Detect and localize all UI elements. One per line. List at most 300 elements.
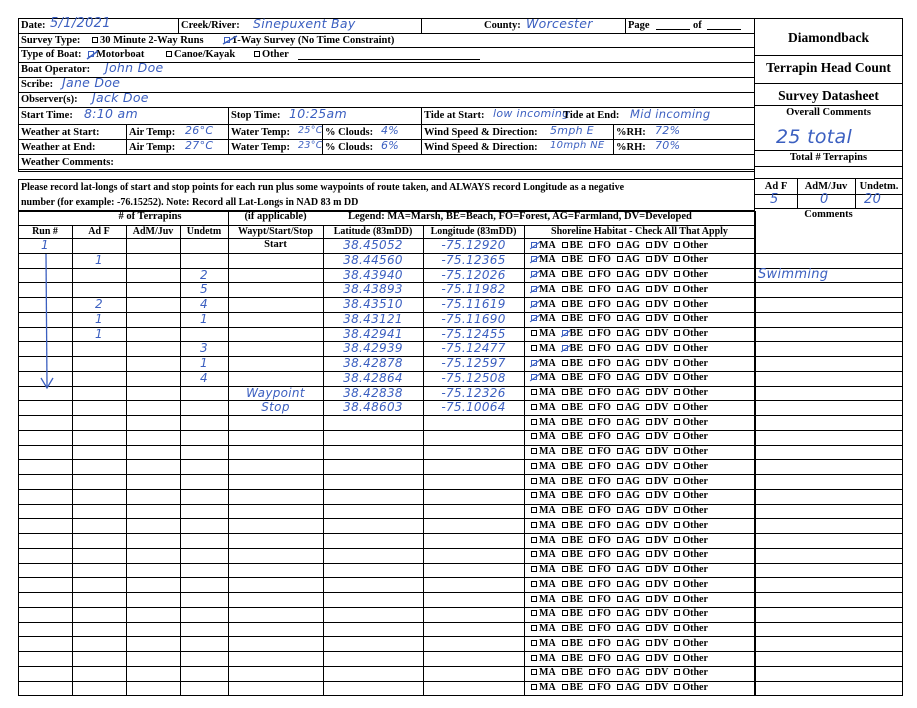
latitude-cell[interactable]: 38.43940: [343, 267, 403, 282]
habitat-option-ag[interactable]: [617, 579, 640, 591]
habitat-option-label: FO: [597, 578, 611, 590]
undetm-count-cell[interactable]: 4: [200, 297, 208, 311]
water-temp-end-field[interactable]: 23°C: [298, 140, 323, 151]
habitat-option-ag[interactable]: [617, 638, 640, 650]
habitat-option-be[interactable]: [562, 299, 583, 311]
wind-end-field[interactable]: 10mph NE: [550, 140, 605, 151]
habitat-option-label: BE: [569, 372, 584, 384]
habitat-option-other[interactable]: [674, 682, 708, 694]
habitat-option-ma[interactable]: [531, 358, 556, 370]
longitude-cell[interactable]: -75.11619: [441, 297, 506, 311]
habitat-option-other[interactable]: [674, 638, 708, 650]
habitat-option-other[interactable]: [674, 417, 708, 429]
habitat-option-label: AG: [624, 313, 640, 325]
habitat-option-fo[interactable]: [589, 653, 611, 665]
habitat-option-be[interactable]: [562, 372, 583, 384]
habitat-option-ma[interactable]: [531, 579, 556, 591]
habitat-option-other[interactable]: [674, 343, 708, 355]
habitat-option-ma[interactable]: [531, 549, 556, 561]
habitat-option-label: AG: [624, 608, 640, 620]
observer-field[interactable]: Jack Doe: [92, 90, 149, 105]
tide-end-field[interactable]: Mid incoming: [630, 107, 711, 121]
habitat-option-other[interactable]: [674, 372, 708, 384]
latitude-cell[interactable]: 38.48603: [343, 400, 403, 415]
habitat-option-ma[interactable]: [531, 461, 556, 473]
habitat-option-ma[interactable]: [531, 269, 556, 281]
habitat-option-label: Other: [682, 269, 708, 280]
habitat-option-other[interactable]: [674, 387, 708, 399]
latitude-cell[interactable]: 38.42939: [343, 341, 403, 356]
tide-start-label: Tide at Start:: [424, 110, 485, 121]
habitat-option-ag[interactable]: [617, 417, 640, 429]
habitat-option-ma[interactable]: [531, 402, 556, 414]
habitat-option-ma[interactable]: [531, 476, 556, 488]
habitat-option-other[interactable]: [674, 594, 708, 606]
habitat-option-fo[interactable]: [589, 608, 611, 620]
habitat-option-ag[interactable]: [617, 667, 640, 679]
habitat-option-dv[interactable]: [646, 535, 668, 547]
habitat-option-label: MA: [539, 652, 556, 664]
habitat-option-other[interactable]: [674, 667, 708, 679]
habitat-option-fo[interactable]: [589, 402, 611, 414]
habitat-option-be[interactable]: [562, 328, 583, 340]
habitat-option-fo[interactable]: [589, 446, 611, 458]
habitat-option-be[interactable]: [562, 387, 583, 399]
habitat-option-ma[interactable]: [531, 490, 556, 502]
habitat-option-be[interactable]: [562, 653, 583, 665]
habitat-option-ag[interactable]: [617, 682, 640, 694]
habitat-option-be[interactable]: [562, 579, 583, 591]
waypoint-cell[interactable]: Stop: [261, 400, 290, 415]
habitat-option-ag[interactable]: [617, 343, 640, 355]
habitat-checkbox-group: [527, 358, 753, 370]
habitat-option-label: AG: [624, 372, 640, 384]
habitat-option-fo[interactable]: [589, 269, 611, 281]
longitude-cell[interactable]: -75.12365: [441, 252, 506, 267]
habitat-option-ma[interactable]: [531, 299, 556, 311]
habitat-option-dv[interactable]: [646, 594, 668, 606]
habitat-option-fo[interactable]: [589, 490, 611, 502]
habitat-option-be[interactable]: [562, 667, 583, 679]
longitude-cell[interactable]: -75.12326: [441, 385, 506, 400]
habitat-option-label: BE: [569, 254, 584, 266]
habitat-option-ma[interactable]: [531, 446, 556, 458]
habitat-option-fo[interactable]: [589, 461, 611, 473]
undetm-count-cell[interactable]: 5: [200, 282, 208, 297]
habitat-option-fo[interactable]: [589, 328, 611, 340]
habitat-option-dv[interactable]: [646, 254, 668, 266]
habitat-option-ag[interactable]: [617, 269, 640, 281]
habitat-option-be[interactable]: [562, 549, 583, 561]
habitat-option-other[interactable]: [674, 505, 708, 517]
latitude-cell[interactable]: 38.43121: [343, 311, 403, 326]
habitat-option-fo[interactable]: [589, 505, 611, 517]
habitat-option-be[interactable]: [562, 313, 583, 325]
habitat-option-ma[interactable]: [531, 254, 556, 266]
habitat-option-dv[interactable]: [646, 299, 668, 311]
habitat-option-dv[interactable]: [646, 549, 668, 561]
boat-type-label: Type of Boat:: [21, 49, 82, 60]
habitat-option-ma[interactable]: [531, 343, 556, 355]
habitat-option-fo[interactable]: [589, 549, 611, 561]
habitat-option-other[interactable]: [674, 520, 708, 532]
habitat-option-be[interactable]: [562, 623, 583, 635]
longitude-cell[interactable]: -75.12455: [441, 326, 506, 341]
row-comment-cell[interactable]: Swimming: [758, 266, 829, 282]
habitat-option-label: Other: [682, 593, 708, 605]
col-header-adf: Ad F: [88, 226, 110, 237]
longitude-cell[interactable]: -75.12508: [441, 370, 506, 385]
rh-end-field[interactable]: 70%: [655, 139, 681, 152]
habitat-option-fo[interactable]: [589, 638, 611, 650]
habitat-option-ag[interactable]: [617, 549, 640, 561]
habitat-option-ma[interactable]: [531, 682, 556, 694]
habitat-option-be[interactable]: [562, 284, 583, 296]
habitat-option-ag[interactable]: [617, 240, 640, 252]
habitat-option-label: FO: [597, 637, 611, 649]
habitat-option-other[interactable]: [674, 564, 708, 576]
tide-start-field[interactable]: low incoming: [493, 107, 570, 120]
adf-count-cell[interactable]: 2: [95, 297, 103, 311]
longitude-cell[interactable]: -75.12597: [441, 356, 506, 370]
habitat-option-be[interactable]: [562, 358, 583, 370]
habitat-option-other[interactable]: [674, 240, 708, 252]
habitat-option-other[interactable]: [674, 313, 708, 325]
habitat-option-ma[interactable]: [531, 653, 556, 665]
habitat-option-ag[interactable]: [617, 372, 640, 384]
habitat-option-dv[interactable]: [646, 284, 668, 296]
habitat-option-be[interactable]: [562, 682, 583, 694]
habitat-option-label: BE: [569, 505, 584, 516]
habitat-option-label: AG: [624, 519, 640, 531]
undetm-count-cell[interactable]: 4: [200, 370, 208, 385]
habitat-option-other[interactable]: [674, 431, 708, 443]
habitat-option-be[interactable]: [562, 564, 583, 576]
habitat-option-ag[interactable]: [617, 387, 640, 399]
habitat-option-dv[interactable]: [646, 446, 668, 458]
page-label: Page: [628, 20, 650, 31]
habitat-option-other[interactable]: [674, 490, 708, 502]
habitat-option-be[interactable]: [562, 608, 583, 620]
habitat-option-ag[interactable]: [617, 328, 640, 340]
air-temp-end-field[interactable]: 27°C: [185, 139, 214, 152]
habitat-option-ag[interactable]: [617, 461, 640, 473]
habitat-option-be[interactable]: [562, 417, 583, 429]
longitude-cell[interactable]: -75.12477: [441, 341, 506, 356]
habitat-option-label: FO: [597, 519, 611, 531]
habitat-option-dv[interactable]: [646, 623, 668, 635]
habitat-option-other[interactable]: [674, 299, 708, 311]
habitat-option-fo[interactable]: [589, 520, 611, 532]
habitat-option-ag[interactable]: [617, 254, 640, 266]
habitat-option-dv[interactable]: [646, 520, 668, 532]
habitat-option-be[interactable]: [562, 535, 583, 547]
habitat-option-dv[interactable]: [646, 490, 668, 502]
survey-type-check-mark: [222, 35, 242, 47]
habitat-option-other[interactable]: [674, 579, 708, 591]
survey-type-option-1way[interactable]: 1-Way Survey (No Time Constraint): [224, 35, 394, 47]
habitat-option-fo[interactable]: [589, 254, 611, 266]
habitat-option-ma[interactable]: [531, 328, 556, 340]
boat-option-motorboat[interactable]: Motorboat: [88, 49, 144, 61]
habitat-checkbox-group: [527, 608, 753, 620]
habitat-option-ag[interactable]: [617, 594, 640, 606]
habitat-option-ma[interactable]: [531, 313, 556, 325]
habitat-option-be[interactable]: [562, 476, 583, 488]
habitat-option-dv[interactable]: [646, 269, 668, 281]
habitat-option-ag[interactable]: [617, 476, 640, 488]
habitat-option-fo[interactable]: [589, 579, 611, 591]
habitat-option-label: MA: [539, 682, 556, 693]
habitat-option-dv[interactable]: [646, 638, 668, 650]
habitat-option-be[interactable]: [562, 269, 583, 281]
habitat-option-ma[interactable]: [531, 387, 556, 399]
latitude-cell[interactable]: 38.42941: [343, 326, 403, 341]
habitat-option-label: Other: [682, 372, 708, 384]
total-undetm-field[interactable]: 20: [864, 192, 882, 207]
habitat-option-fo[interactable]: [589, 667, 611, 679]
habitat-option-label: BE: [569, 490, 584, 502]
habitat-option-other[interactable]: [674, 402, 708, 414]
creek-field[interactable]: Sinepuxent Bay: [253, 16, 356, 31]
habitat-option-fo[interactable]: [589, 564, 611, 576]
habitat-option-ag[interactable]: [617, 535, 640, 547]
habitat-option-dv[interactable]: [646, 372, 668, 384]
habitat-option-label: AG: [624, 549, 640, 561]
habitat-option-dv[interactable]: [646, 328, 668, 340]
habitat-option-ma[interactable]: [531, 284, 556, 296]
habitat-option-be[interactable]: [562, 402, 583, 414]
habitat-option-be[interactable]: [562, 431, 583, 443]
undetm-count-cell[interactable]: 1: [200, 311, 208, 326]
date-field[interactable]: 5/1/2021: [50, 16, 111, 31]
habitat-option-ma[interactable]: [531, 608, 556, 620]
habitat-option-dv[interactable]: [646, 476, 668, 488]
habitat-option-fo[interactable]: [589, 623, 611, 635]
habitat-checkbox-group: [527, 254, 753, 266]
habitat-option-be[interactable]: [562, 505, 583, 517]
habitat-option-fo[interactable]: [589, 299, 611, 311]
stop-time-field[interactable]: 10:25am: [289, 106, 347, 121]
habitat-option-be[interactable]: [562, 594, 583, 606]
habitat-checkbox-group: [527, 579, 753, 591]
air-temp-start-field[interactable]: 26°C: [185, 124, 214, 137]
habitat-option-be[interactable]: [562, 343, 583, 355]
habitat-option-ma[interactable]: [531, 431, 556, 443]
stop-time-label: Stop Time:: [231, 110, 281, 121]
habitat-option-ma[interactable]: [531, 240, 556, 252]
habitat-option-be[interactable]: [562, 520, 583, 532]
habitat-option-other[interactable]: [674, 535, 708, 547]
habitat-option-fo[interactable]: [589, 343, 611, 355]
habitat-option-dv[interactable]: [646, 358, 668, 370]
habitat-option-dv[interactable]: [646, 682, 668, 694]
habitat-option-dv[interactable]: [646, 505, 668, 517]
operator-field[interactable]: John Doe: [105, 60, 164, 75]
undetm-count-cell[interactable]: 2: [200, 267, 208, 282]
waypoint-cell[interactable]: Start: [264, 239, 287, 250]
side-panel-box: [754, 18, 903, 696]
habitat-option-ma[interactable]: [531, 535, 556, 547]
terrapins-group-header: # of Terrapins: [118, 211, 182, 222]
undetm-count-cell[interactable]: 1: [200, 356, 208, 370]
habitat-option-label: DV: [653, 446, 669, 457]
habitat-option-ag[interactable]: [617, 446, 640, 458]
habitat-option-ma[interactable]: [531, 564, 556, 576]
habitat-option-fo[interactable]: [589, 594, 611, 606]
habitat-option-fo[interactable]: [589, 387, 611, 399]
habitat-option-other[interactable]: [674, 269, 708, 281]
latitude-cell[interactable]: 38.42878: [343, 356, 403, 370]
habitat-option-ag[interactable]: [617, 313, 640, 325]
habitat-option-label: DV: [653, 372, 669, 384]
habitat-option-dv[interactable]: [646, 579, 668, 591]
undetm-count-cell[interactable]: 3: [200, 341, 208, 356]
habitat-option-label: DV: [653, 564, 669, 575]
county-field[interactable]: Worcester: [526, 16, 593, 31]
clouds-start-field[interactable]: 4%: [381, 124, 400, 137]
habitat-option-fo[interactable]: [589, 417, 611, 429]
habitat-checkbox-group: [527, 328, 753, 340]
habitat-option-ag[interactable]: [617, 490, 640, 502]
habitat-option-be[interactable]: [562, 254, 583, 266]
habitat-option-dv[interactable]: [646, 387, 668, 399]
habitat-option-fo[interactable]: [589, 358, 611, 370]
habitat-option-ag[interactable]: [617, 608, 640, 620]
longitude-cell[interactable]: -75.11690: [441, 311, 506, 326]
habitat-option-ma[interactable]: [531, 667, 556, 679]
longitude-cell[interactable]: -75.10064: [441, 400, 506, 415]
habitat-option-ag[interactable]: [617, 505, 640, 517]
habitat-option-ag[interactable]: [617, 520, 640, 532]
habitat-option-ma[interactable]: [531, 594, 556, 606]
adf-count-cell[interactable]: 1: [95, 326, 103, 341]
habitat-option-fo[interactable]: [589, 431, 611, 443]
habitat-option-dv[interactable]: [646, 667, 668, 679]
habitat-option-dv[interactable]: [646, 343, 668, 355]
habitat-option-dv[interactable]: [646, 608, 668, 620]
habitat-option-other[interactable]: [674, 476, 708, 488]
habitat-option-label: FO: [597, 549, 611, 561]
habitat-option-other[interactable]: [674, 461, 708, 473]
clouds-end-field[interactable]: 6%: [381, 139, 400, 152]
habitat-checkbox-group: [527, 343, 753, 355]
habitat-option-dv[interactable]: [646, 461, 668, 473]
habitat-option-other[interactable]: [674, 623, 708, 635]
habitat-option-other[interactable]: [674, 284, 708, 296]
adf-count-cell[interactable]: 1: [95, 311, 103, 326]
latitude-cell[interactable]: 38.43510: [343, 297, 403, 311]
habitat-option-ag[interactable]: [617, 564, 640, 576]
habitat-option-ag[interactable]: [617, 299, 640, 311]
total-admjuv-field[interactable]: 0: [820, 192, 829, 207]
habitat-option-dv[interactable]: [646, 417, 668, 429]
habitat-option-label: AG: [624, 460, 640, 472]
latitude-cell[interactable]: 38.42864: [343, 370, 403, 385]
start-time-field[interactable]: 8:10 am: [84, 106, 138, 121]
habitat-option-fo[interactable]: [589, 476, 611, 488]
habitat-option-ma[interactable]: [531, 417, 556, 429]
habitat-checkbox-group: [527, 490, 753, 502]
habitat-option-ma[interactable]: [531, 372, 556, 384]
habitat-option-ag[interactable]: [617, 402, 640, 414]
habitat-option-ag[interactable]: [617, 358, 640, 370]
adf-count-cell[interactable]: 1: [95, 252, 103, 267]
habitat-option-other[interactable]: [674, 608, 708, 620]
habitat-option-fo[interactable]: [589, 535, 611, 547]
habitat-option-dv[interactable]: [646, 402, 668, 414]
rh-start-field[interactable]: 72%: [655, 124, 681, 137]
survey-type-option-2way[interactable]: 30 Minute 2-Way Runs: [92, 35, 204, 47]
habitat-option-be[interactable]: [562, 490, 583, 502]
habitat-option-fo[interactable]: [589, 682, 611, 694]
habitat-option-label: BE: [569, 460, 584, 472]
habitat-option-other[interactable]: [674, 549, 708, 561]
habitat-option-ma[interactable]: [531, 623, 556, 635]
habitat-option-dv[interactable]: [646, 431, 668, 443]
longitude-cell[interactable]: -75.11982: [441, 282, 506, 297]
sheet-title-line1: Diamondback: [787, 30, 870, 45]
scribe-field[interactable]: Jane Doe: [62, 75, 121, 90]
habitat-option-fo[interactable]: [589, 284, 611, 296]
longitude-cell[interactable]: -75.12920: [441, 238, 506, 252]
total-adf-field[interactable]: 5: [770, 192, 779, 207]
latitude-cell[interactable]: 38.43893: [343, 282, 403, 297]
latitude-cell[interactable]: 38.42838: [343, 385, 403, 400]
habitat-option-other[interactable]: [674, 254, 708, 266]
boat-option-canoe[interactable]: Canoe/Kayak: [166, 49, 235, 61]
habitat-option-other[interactable]: [674, 358, 708, 370]
water-temp-start-field[interactable]: 25°C: [298, 125, 323, 136]
habitat-option-fo[interactable]: [589, 240, 611, 252]
water-temp-end-label: Water Temp:: [231, 142, 291, 153]
habitat-option-label: Other: [682, 534, 708, 546]
habitat-option-dv[interactable]: [646, 653, 668, 665]
habitat-option-other[interactable]: [674, 653, 708, 665]
habitat-option-be[interactable]: [562, 461, 583, 473]
longitude-cell[interactable]: -75.12026: [441, 267, 506, 282]
habitat-option-other[interactable]: [674, 446, 708, 458]
habitat-option-label: MA: [539, 387, 556, 398]
latitude-cell[interactable]: 38.44560: [343, 252, 403, 267]
waypoint-cell[interactable]: Waypoint: [246, 385, 305, 400]
habitat-option-be[interactable]: [562, 446, 583, 458]
habitat-option-label: MA: [539, 534, 556, 546]
habitat-option-label: AG: [624, 505, 640, 516]
latitude-cell[interactable]: 38.45052: [343, 238, 403, 252]
run-number-cell[interactable]: 1: [41, 238, 49, 252]
habitat-option-dv[interactable]: [646, 240, 668, 252]
habitat-option-ag[interactable]: [617, 431, 640, 443]
habitat-option-label: DV: [653, 401, 669, 413]
habitat-option-ma[interactable]: [531, 520, 556, 532]
habitat-option-other[interactable]: [674, 328, 708, 340]
habitat-option-be[interactable]: [562, 638, 583, 650]
overall-comments-field[interactable]: 25 total: [776, 126, 853, 148]
habitat-option-ma[interactable]: [531, 505, 556, 517]
habitat-option-fo[interactable]: [589, 372, 611, 384]
habitat-option-ag[interactable]: [617, 623, 640, 635]
habitat-option-ma[interactable]: [531, 638, 556, 650]
habitat-option-ag[interactable]: [617, 653, 640, 665]
habitat-option-fo[interactable]: [589, 313, 611, 325]
wind-start-field[interactable]: 5mph E: [550, 124, 594, 137]
habitat-option-ag[interactable]: [617, 284, 640, 296]
habitat-option-dv[interactable]: [646, 313, 668, 325]
habitat-option-dv[interactable]: [646, 564, 668, 576]
boat-option-other[interactable]: Other: [254, 49, 289, 61]
habitat-option-be[interactable]: [562, 240, 583, 252]
